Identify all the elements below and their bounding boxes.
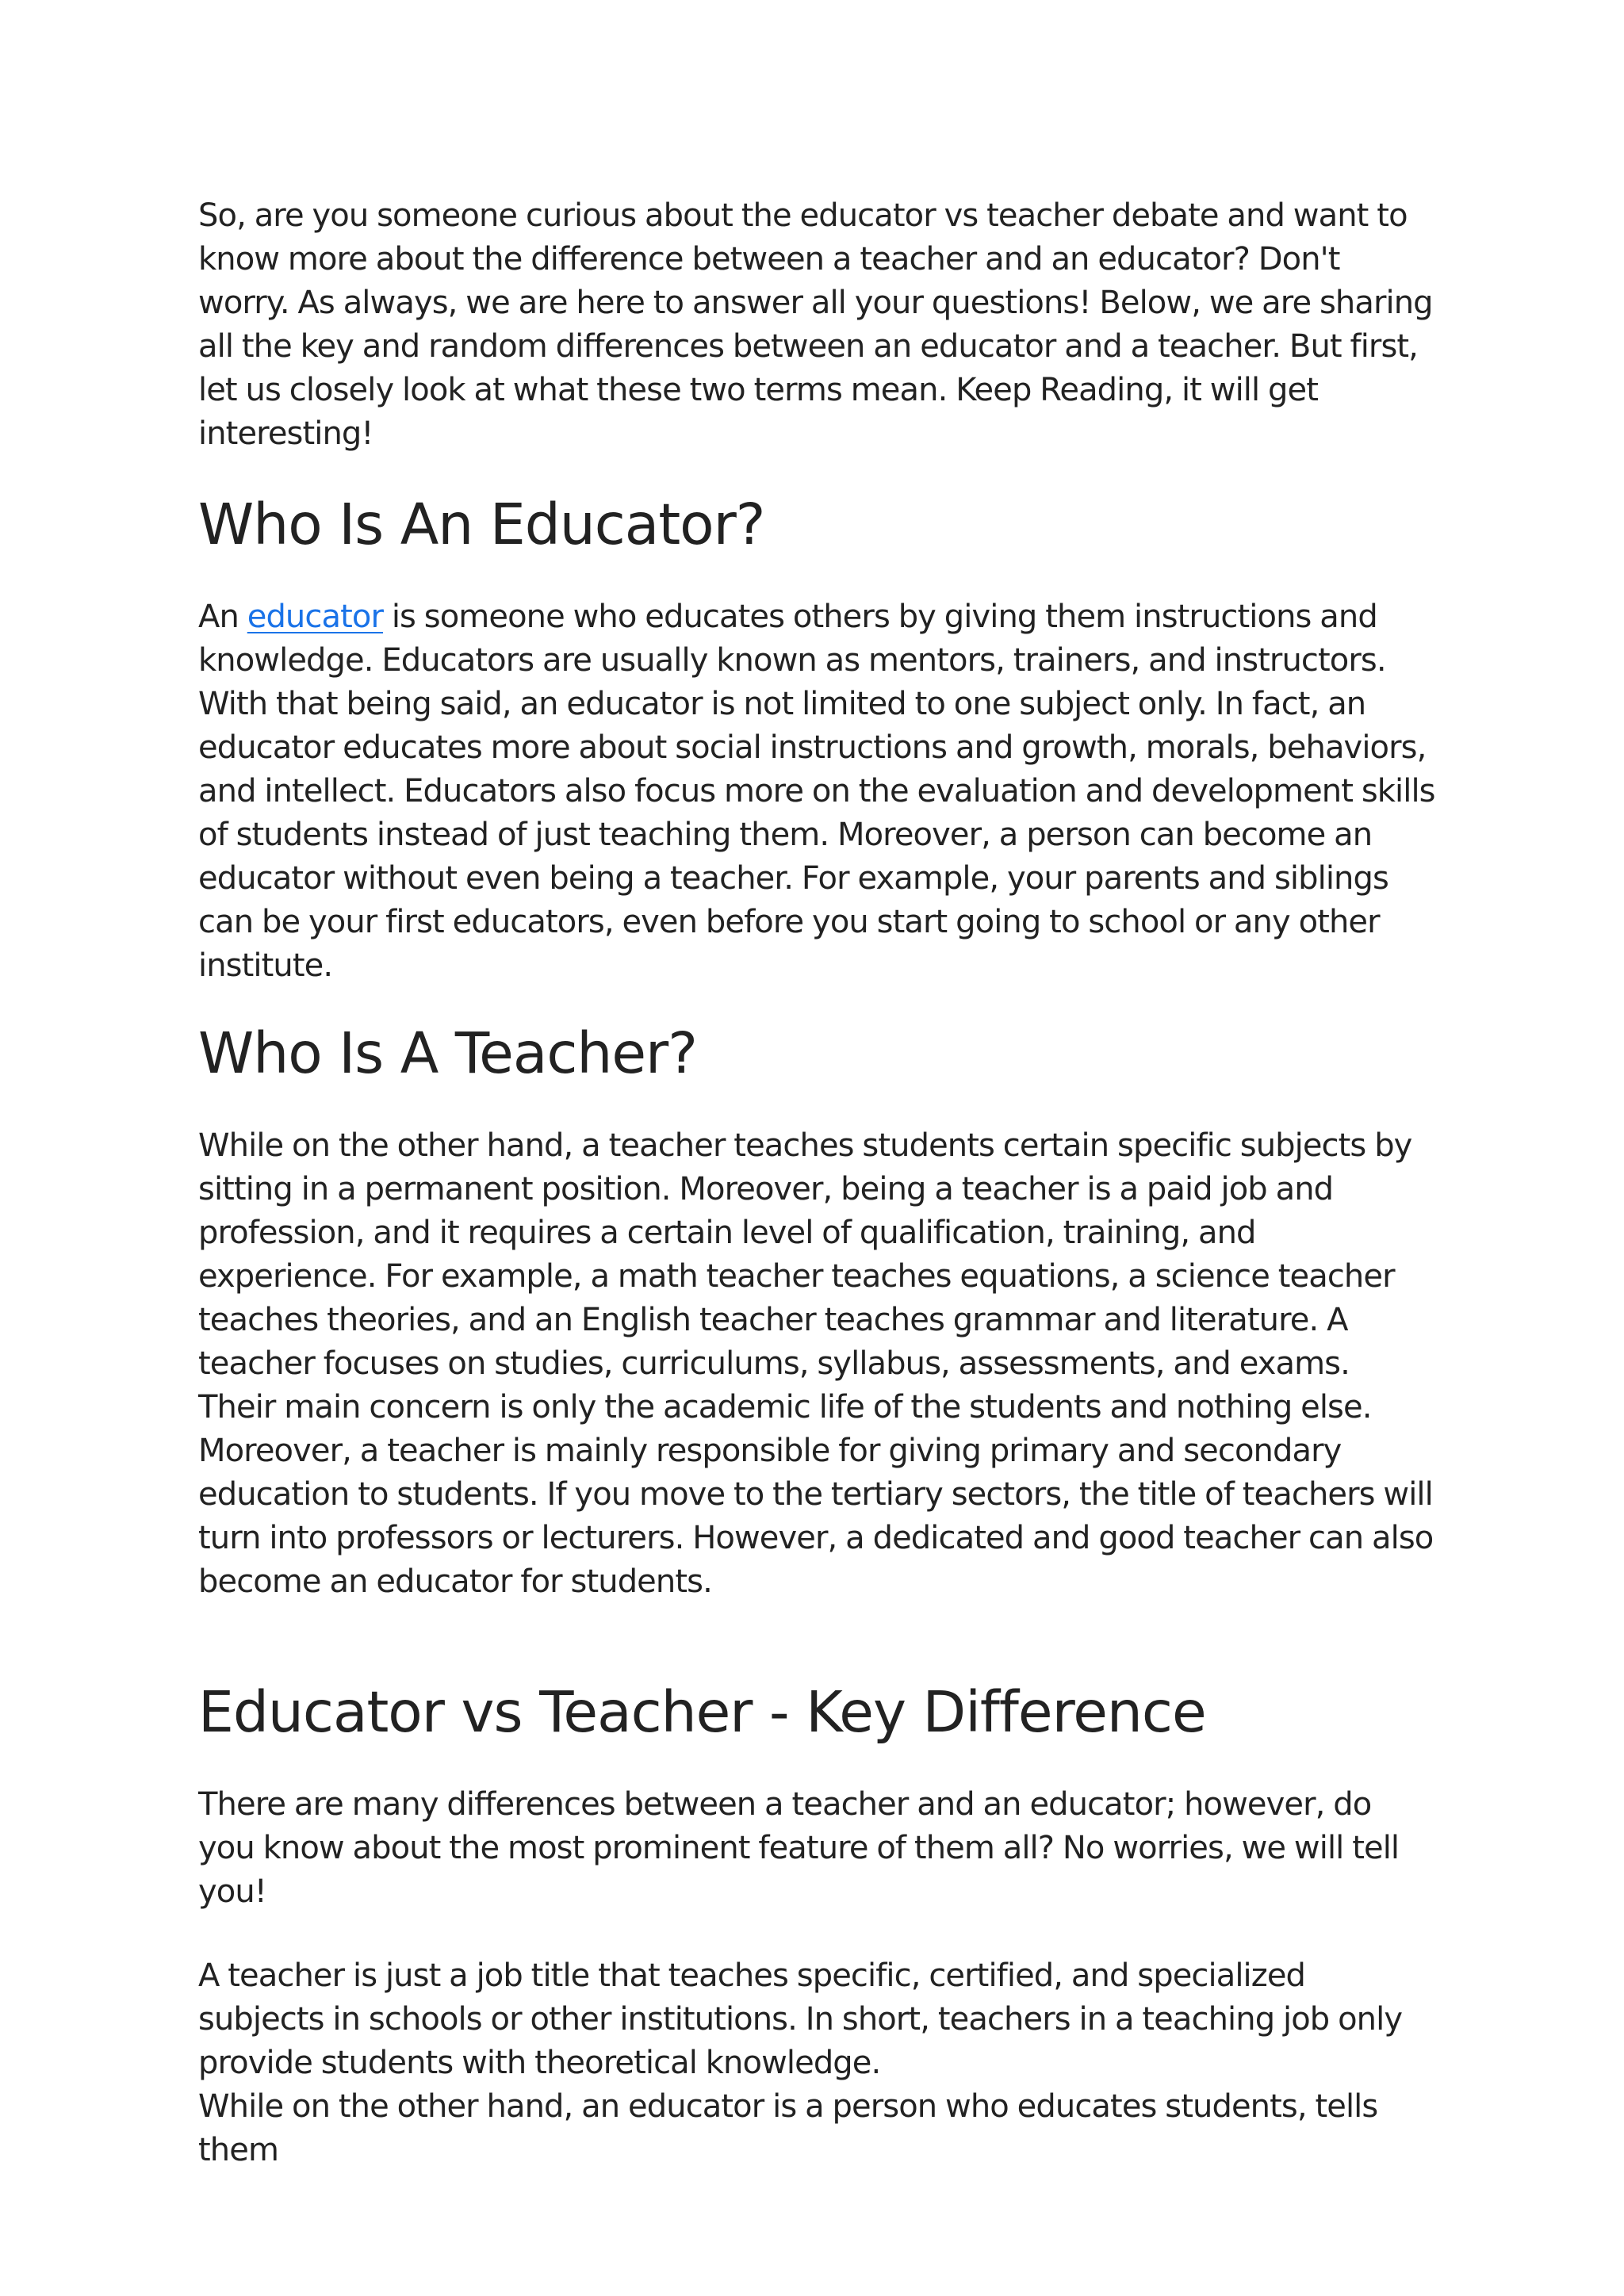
key-difference-text-3: While on the other hand, an educator is a person who educates students, tells them	[198, 2088, 1378, 2168]
educator-paragraph	[198, 595, 1435, 988]
heading-who-is-a-teacher: Who Is A Teacher?	[198, 1020, 697, 1086]
key-difference-text-1: There are many differences between a teacher and an educator; however, do you know about the most prominent feature of them all? No worries, we will tell you!	[198, 1786, 1400, 1910]
heading-who-is-an-educator: Who Is An Educator?	[198, 492, 765, 557]
teacher-body-text: While on the other hand, a teacher teaches students certain specific subjects by sitting in a permanent position. Moreover, being a teacher is a paid job and profession, and it requires a certain level of qualification, training, and experience. For example, a math teacher teaches equations, a science teacher teaches theories, and an English teacher teaches grammar and literature. A teacher focuses on studies, curriculums, syllabus, assessments, and exams. Their main concern is only the academic life of the students and nothing else. Moreover, a teacher is mainly responsible for giving primary and secondary education to students. If you move to the tertiary sectors, the title of teachers will turn into professors or lecturers. However, a dedicated and good teacher can also become an educator for students.	[198, 1127, 1434, 1600]
key-difference-text-2: A teacher is just a job title that teaches specific, certified, and specialized subjects in schools or other institutions. In short, teachers in a teaching job only provide students with theoretical knowledge.	[198, 1957, 1403, 2081]
educator-link[interactable]: educator	[247, 599, 383, 635]
key-difference-paragraph-1	[198, 1783, 1435, 1914]
teacher-paragraph	[198, 1124, 1435, 1604]
educator-lead-text: An	[198, 599, 247, 635]
key-difference-paragraph-2	[198, 1954, 1435, 2172]
document-page	[198, 194, 1435, 2172]
educator-body-text: is someone who educates others by giving them instructions and knowledge. Educators are usually known as mentors, trainers, and instructors. With that being said, an educator is not limited to one subject only. In fact, an educator educates more about social instructions and growth, morals, behaviors, and intellect. Educators also focus more on the evaluation and development skills of students instead of just teaching them. Moreover, a person can become an educator without even being a teacher. For example, your parents and siblings can be your first educators, even before you start going to school or any other institute.	[198, 599, 1435, 984]
intro-paragraph	[198, 194, 1435, 456]
intro-text: So, are you someone curious about the educator vs teacher debate and want to know more about the difference between a teacher and an educator? Don't worry. As always, we are here to answer all your questions! Below, we are sharing all the key and random differences between an educator and a teacher. But first, let us closely look at what these two terms mean. Keep Reading, it will get interesting!	[198, 197, 1433, 452]
heading-key-difference: Educator vs Teacher - Key Difference	[198, 1679, 1206, 1745]
